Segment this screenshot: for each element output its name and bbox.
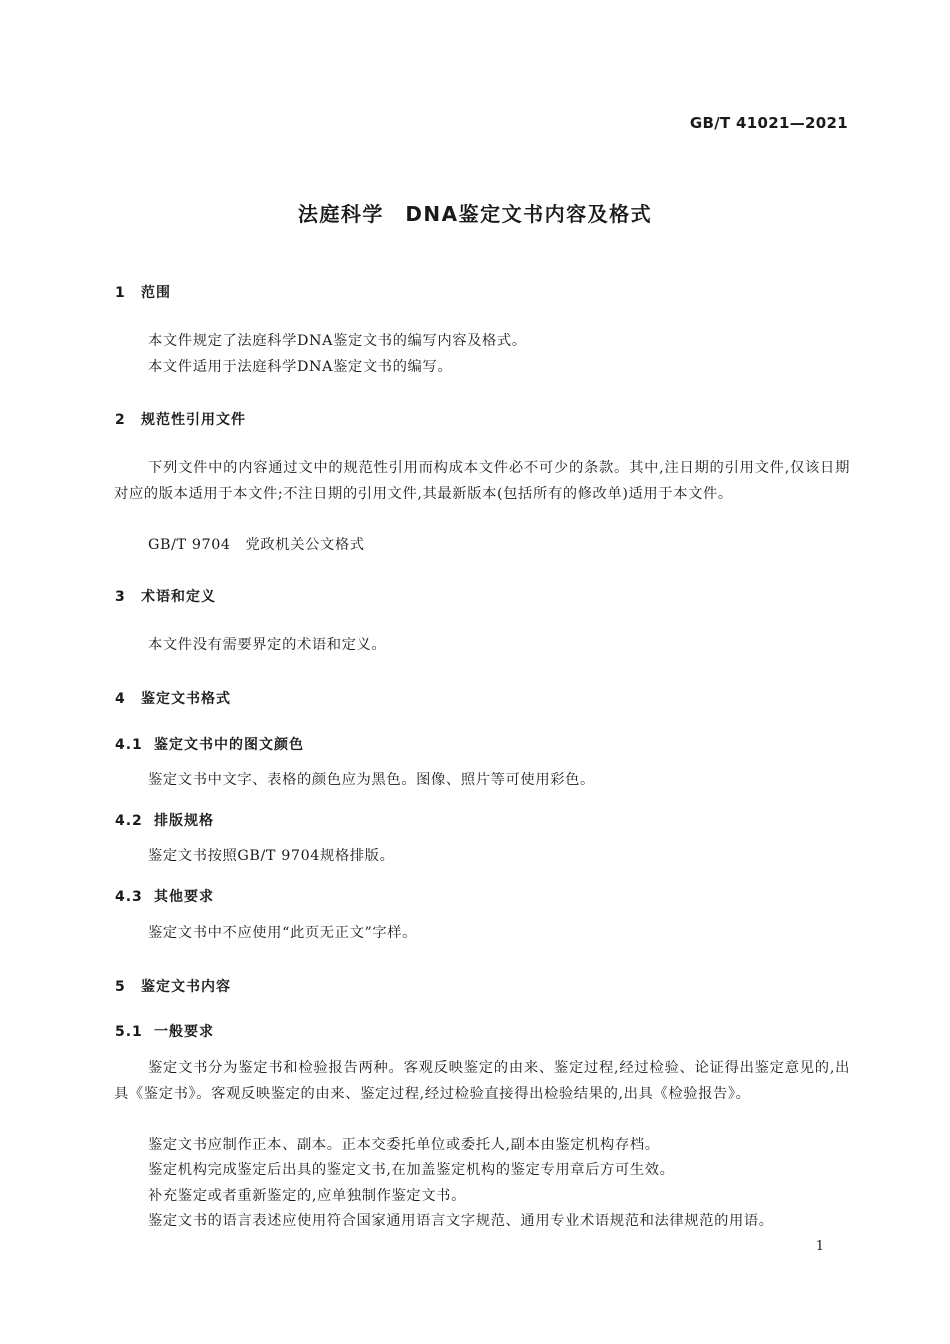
paragraph-general-4: 补充鉴定或者重新鉴定的,应单独制作鉴定文书。 bbox=[148, 1188, 466, 1204]
section-3-heading bbox=[115, 586, 216, 606]
section-title: 一般要求 bbox=[154, 1024, 214, 1040]
section-title: 规范性引用文件 bbox=[141, 412, 246, 428]
section-5-1-heading bbox=[115, 1021, 214, 1041]
section-number: 3 bbox=[115, 589, 126, 605]
paragraph-refs-1: 下列文件中的内容通过文中的规范性引用而构成本文件必不可少的条款。其中,注日期的引用文件,仅该日期对应的版本适用于本文件;不注日期的引用文件,其最新版本(包括所有的修改单)适用于本文件。 bbox=[114, 460, 850, 502]
paragraph-general-2: 鉴定文书应制作正本、副本。正本交委托单位或委托人,副本由鉴定机构存档。 bbox=[148, 1137, 660, 1153]
section-number: 4.1 bbox=[115, 737, 143, 753]
paragraph-scope-1: 本文件规定了法庭科学DNA鉴定文书的编写内容及格式。 bbox=[148, 333, 527, 349]
paragraph-general-1: 鉴定文书分为鉴定书和检验报告两种。客观反映鉴定的由来、鉴定过程,经过检验、论证得出鉴定意见的,出具《鉴定书》。客观反映鉴定的由来、鉴定过程,经过检验直接得出检验结果的,出具《检验报告》。 bbox=[114, 1060, 850, 1102]
standard-code: GB/T 41021—2021 bbox=[689, 114, 848, 132]
document-title: 法庭科学 DNA鉴定文书内容及格式 bbox=[297, 202, 653, 226]
section-title: 鉴定文书内容 bbox=[141, 979, 231, 995]
paragraph-color-1: 鉴定文书中文字、表格的颜色应为黑色。图像、照片等可使用彩色。 bbox=[148, 772, 595, 788]
section-number: 1 bbox=[115, 285, 126, 301]
section-1-heading bbox=[115, 282, 171, 302]
section-number: 5.1 bbox=[115, 1024, 143, 1040]
section-title: 范围 bbox=[141, 285, 171, 301]
section-title: 鉴定文书中的图文颜色 bbox=[154, 737, 304, 753]
section-2-heading bbox=[115, 409, 246, 429]
paragraph-scope-2: 本文件适用于法庭科学DNA鉴定文书的编写。 bbox=[148, 359, 453, 375]
section-title: 其他要求 bbox=[154, 889, 214, 905]
section-number: 4.2 bbox=[115, 813, 143, 829]
paragraph-general-3: 鉴定机构完成鉴定后出具的鉴定文书,在加盖鉴定机构的鉴定专用章后方可生效。 bbox=[148, 1162, 675, 1178]
section-number: 2 bbox=[115, 412, 126, 428]
paragraph-other-1: 鉴定文书中不应使用“此页无正文”字样。 bbox=[148, 925, 418, 941]
page-number: 1 bbox=[815, 1239, 824, 1254]
section-4-1-heading bbox=[115, 734, 304, 754]
section-4-2-heading bbox=[115, 810, 214, 830]
section-4-3-heading bbox=[115, 886, 214, 906]
section-title: 鉴定文书格式 bbox=[141, 691, 231, 707]
paragraph-terms-1: 本文件没有需要界定的术语和定义。 bbox=[148, 637, 387, 653]
section-title: 排版规格 bbox=[154, 813, 214, 829]
paragraph-refs-2: GB/T 9704 党政机关公文格式 bbox=[148, 537, 365, 553]
section-number: 4.3 bbox=[115, 889, 143, 905]
section-title: 术语和定义 bbox=[141, 589, 216, 605]
section-5-heading bbox=[115, 976, 231, 996]
paragraph-layout-1: 鉴定文书按照GB/T 9704规格排版。 bbox=[148, 848, 395, 864]
section-number: 4 bbox=[115, 691, 126, 707]
paragraph-general-5: 鉴定文书的语言表述应使用符合国家通用语言文字规范、通用专业术语规范和法律规范的用语。 bbox=[148, 1213, 774, 1229]
section-4-heading bbox=[115, 688, 231, 708]
section-number: 5 bbox=[115, 979, 126, 995]
